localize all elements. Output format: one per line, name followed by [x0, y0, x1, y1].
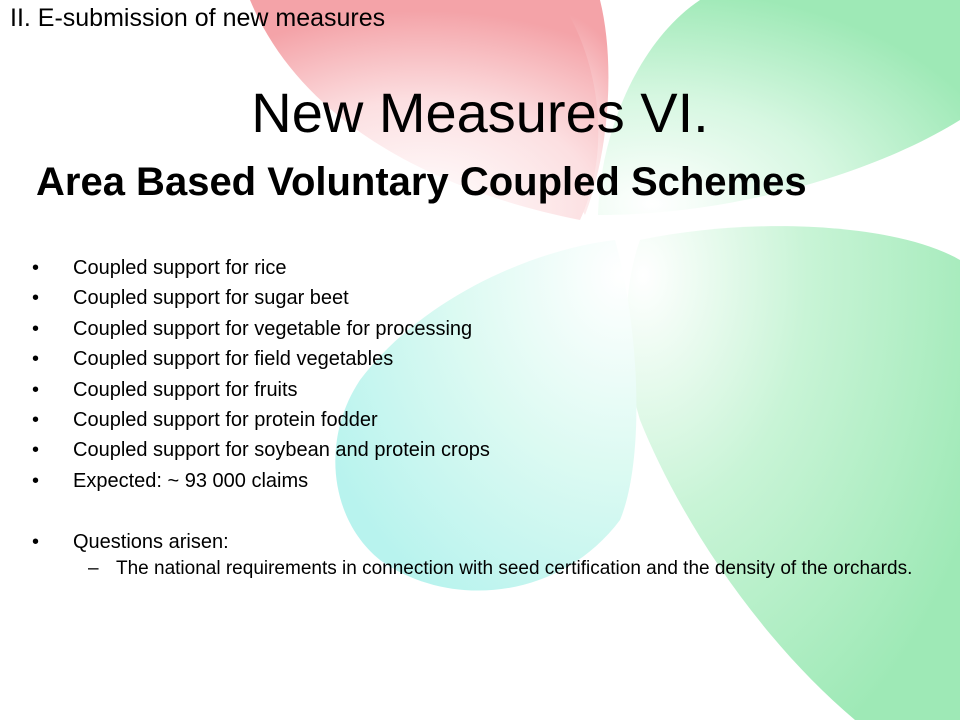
list-item: [32, 283, 932, 313]
list-item: [32, 405, 932, 435]
slide-subtitle: Area Based Voluntary Coupled Schemes: [36, 160, 807, 204]
question-text: The national requirements in connection with seed certification and the density of the orchards.: [116, 558, 913, 579]
bullet-dot: •: [32, 439, 40, 462]
bullet-text: Coupled support for sugar beet: [73, 287, 349, 310]
bullet-dot: •: [32, 469, 40, 492]
bullet-text: Coupled support for soybean and protein crops: [73, 439, 490, 462]
question-item: [32, 560, 932, 578]
bullet-list: [32, 253, 932, 496]
dash-marker: –: [88, 558, 99, 579]
bullet-text: Coupled support for field vegetables: [73, 348, 394, 371]
list-item: [32, 314, 932, 344]
list-item: [32, 435, 932, 465]
list-item: [32, 253, 932, 283]
bullet-dot: •: [32, 531, 40, 553]
bullet-text: Coupled support for protein fodder: [73, 408, 378, 431]
bullet-dot: •: [32, 287, 40, 310]
bullet-dot: •: [32, 348, 40, 371]
bullet-text: Coupled support for vegetable for processing: [73, 317, 473, 340]
bullet-dot: •: [32, 378, 40, 401]
bullet-text: Expected: ~ 93 000 claims: [73, 469, 309, 492]
slide-title: New Measures VI.: [251, 81, 709, 144]
bullet-dot: •: [32, 257, 40, 279]
bullet-dot: •: [32, 317, 40, 340]
questions-heading: [32, 527, 932, 557]
questions-section: [32, 527, 932, 578]
list-item: [32, 466, 932, 496]
questions-label: Questions arisen:: [73, 531, 229, 553]
list-item: [32, 344, 932, 374]
bullet-text: Coupled support for rice: [73, 257, 287, 279]
list-item: [32, 375, 932, 405]
bullet-dot: •: [32, 408, 40, 431]
section-title: II. E-submission of new measures: [10, 4, 386, 32]
bullet-text: Coupled support for fruits: [73, 378, 298, 401]
